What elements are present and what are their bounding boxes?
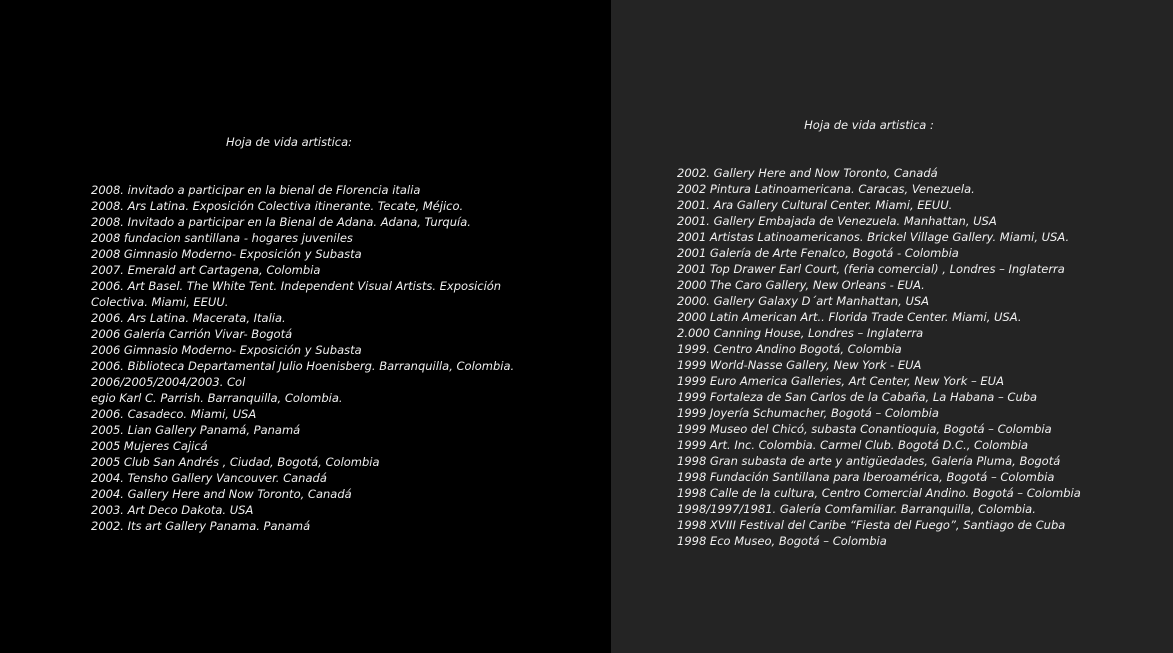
list-item: 2001 Galería de Arte Fenalco, Bogotá - Colombia xyxy=(677,246,959,260)
list-item: 1998 Gran subasta de arte y antigüedades, Galería Pluma, Bogotá xyxy=(677,454,1061,468)
list-item: 1998 Eco Museo, Bogotá – Colombia xyxy=(677,534,887,548)
list-item: Colectiva. Miami, EEUU. xyxy=(91,295,229,309)
list-item: 2002. Its art Gallery Panama. Panamá xyxy=(91,519,311,533)
list-item: 2001 Top Drawer Earl Court, (feria comercial) , Londres – Inglaterra xyxy=(677,262,1065,276)
list-item: 2002. Gallery Here and Now Toronto, Canadá xyxy=(677,166,938,180)
list-item: 2008. invitado a participar en la bienal de Florencia italia xyxy=(91,183,421,197)
list-item: 2008. Ars Latina. Exposición Colectiva itinerante. Tecate, Méjico. xyxy=(91,199,464,213)
list-item: 1999 Art. Inc. Colombia. Carmel Club. Bogotá D.C., Colombia xyxy=(677,438,1029,452)
right-heading: Hoja de vida artistica : xyxy=(804,118,934,132)
list-item: 2006. Art Basel. The White Tent. Independent Visual Artists. Exposición xyxy=(91,279,502,293)
list-item: 1998 Fundación Santillana para Iberoamérica, Bogotá – Colombia xyxy=(677,470,1055,484)
list-item: 2006 Gimnasio Moderno- Exposición y Subasta xyxy=(91,343,362,357)
list-item: 2006 Galería Carrión Vivar- Bogotá xyxy=(91,327,293,341)
list-item: 2005 Mujeres Cajicá xyxy=(91,439,208,453)
list-item: 2008. Invitado a participar en la Bienal de Adana. Adana, Turquía. xyxy=(91,215,471,229)
list-item: 2005. Lian Gallery Panamá, Panamá xyxy=(91,423,301,437)
list-item: 2002 Pintura Latinoamericana. Caracas, Venezuela. xyxy=(677,182,975,196)
list-item: 1999 Euro America Galleries, Art Center, New York – EUA xyxy=(677,374,1004,388)
list-item: 2004. Gallery Here and Now Toronto, Canadá xyxy=(91,487,352,501)
list-item: 1999. Centro Andino Bogotá, Colombia xyxy=(677,342,902,356)
list-item: egio Karl C. Parrish. Barranquilla, Colombia. xyxy=(91,391,343,405)
left-entry-list xyxy=(91,182,531,534)
right-entry-list xyxy=(677,165,1157,549)
list-item: 2001. Gallery Embajada de Venezuela. Manhattan, USA xyxy=(677,214,997,228)
list-item: 1999 Fortaleza de San Carlos de la Cabaña, La Habana – Cuba xyxy=(677,390,1038,404)
list-item: 2006/2005/2004/2003. Col xyxy=(91,375,246,389)
list-item: 2001. Ara Gallery Cultural Center. Miami, EEUU. xyxy=(677,198,953,212)
list-item: 1999 World-Nasse Gallery, New York - EUA xyxy=(677,358,922,372)
list-item: 2003. Art Deco Dakota. USA xyxy=(91,503,254,517)
list-item: 2006. Casadeco. Miami, USA xyxy=(91,407,257,421)
list-item: 1998 Calle de la cultura, Centro Comercial Andino. Bogotá – Colombia xyxy=(677,486,1081,500)
left-heading: Hoja de vida artistica: xyxy=(225,135,353,149)
list-item: 2006. Biblioteca Departamental Julio Hoenisberg. Barranquilla, Colombia. xyxy=(91,359,515,373)
list-item: 2008 Gimnasio Moderno- Exposición y Subasta xyxy=(91,247,362,261)
list-item: 2001 Artistas Latinoamericanos. Brickel Village Gallery. Miami, USA. xyxy=(677,230,1070,244)
list-item: 1999 Joyería Schumacher, Bogotá – Colombia xyxy=(677,406,939,420)
list-item: 2006. Ars Latina. Macerata, Italia. xyxy=(91,311,286,325)
right-panel xyxy=(611,0,1173,653)
list-item: 2000. Gallery Galaxy D´art Manhattan, USA xyxy=(677,294,930,308)
list-item: 2000 Latin American Art.. Florida Trade Center. Miami, USA. xyxy=(677,310,1022,324)
list-item: 1998/1997/1981. Galería Comfamiliar. Barranquilla, Colombia. xyxy=(677,502,1036,516)
list-item: 2000 The Caro Gallery, New Orleans - EUA. xyxy=(677,278,925,292)
list-item: 2007. Emerald art Cartagena, Colombia xyxy=(91,263,321,277)
list-item: 2004. Tensho Gallery Vancouver. Canadá xyxy=(91,471,327,485)
list-item: 1999 Museo del Chicó, subasta Conantioquia, Bogotá – Colombia xyxy=(677,422,1052,436)
list-item: 2.000 Canning House, Londres – Inglaterra xyxy=(677,326,924,340)
list-item: 2008 fundacion santillana - hogares juveniles xyxy=(91,231,353,245)
list-item: 1998 XVIII Festival del Caribe “Fiesta del Fuego”, Santiago de Cuba xyxy=(677,518,1066,532)
list-item: 2005 Club San Andrés , Ciudad, Bogotá, Colombia xyxy=(91,455,380,469)
